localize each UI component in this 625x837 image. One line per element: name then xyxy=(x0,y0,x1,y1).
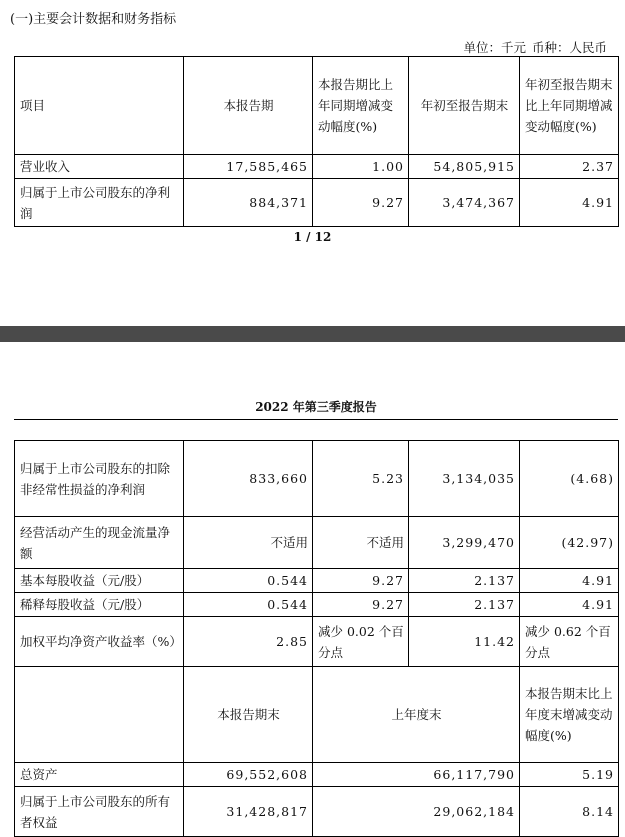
cell-value: 2.85 xyxy=(184,617,313,667)
table-row xyxy=(15,179,619,227)
row-label: 经营活动产生的现金流量净额 xyxy=(15,517,184,569)
table-row xyxy=(15,617,619,667)
cell-value: 69,552,608 xyxy=(184,763,313,787)
section-title: (一)主要会计数据和财务指标 xyxy=(10,12,177,27)
header-item: 项目 xyxy=(15,57,184,155)
table-row xyxy=(15,441,619,517)
header-ytd-change: 年初至报告期末比上年同期增减变动幅度(%) xyxy=(520,57,619,155)
unit-currency-line: 单位：千元 币种：人民币 xyxy=(463,40,607,55)
cell-value: 减少 0.02 个百分点 xyxy=(313,617,409,667)
cell-value: 3,299,470 xyxy=(409,517,520,569)
cell-value: 2.137 xyxy=(409,593,520,617)
cell-value: 4.91 xyxy=(520,569,619,593)
cell-value: 17,585,465 xyxy=(184,155,313,179)
table-row xyxy=(15,569,619,593)
table-row xyxy=(15,517,619,569)
cell-value: 0.544 xyxy=(184,569,313,593)
table-subheader-row xyxy=(15,667,619,763)
financial-table-bottom xyxy=(14,440,619,837)
cell-value: (4.68) xyxy=(520,441,619,517)
subheader-prior-year-end: 上年度末 xyxy=(313,667,520,763)
cell-value: 11.42 xyxy=(409,617,520,667)
cell-value: 9.27 xyxy=(313,179,409,227)
row-label: 营业收入 xyxy=(15,155,184,179)
page-number: 1 / 12 xyxy=(293,230,332,244)
financial-table-top xyxy=(14,56,619,227)
cell-value: 2.137 xyxy=(409,569,520,593)
cell-value: 8.14 xyxy=(520,787,619,837)
cell-value: 2.37 xyxy=(520,155,619,179)
row-label: 稀释每股收益（元/股） xyxy=(15,593,184,617)
table-row xyxy=(15,155,619,179)
cell-value: (42.97) xyxy=(520,517,619,569)
table-row xyxy=(15,787,619,837)
cell-value: 1.00 xyxy=(313,155,409,179)
row-label: 归属于上市公司股东的扣除非经常性损益的净利润 xyxy=(15,441,184,517)
subheader-change: 本报告期末比上年度末增减变动幅度(%) xyxy=(520,667,619,763)
cell-value: 31,428,817 xyxy=(184,787,313,837)
cell-value: 3,134,035 xyxy=(409,441,520,517)
header-ytd: 年初至报告期末 xyxy=(409,57,520,155)
row-label: 加权平均净资产收益率（%） xyxy=(15,617,184,667)
table-row xyxy=(15,593,619,617)
header-current-period: 本报告期 xyxy=(184,57,313,155)
cell-value: 不适用 xyxy=(313,517,409,569)
cell-value: 不适用 xyxy=(184,517,313,569)
report-header: 2022 年第三季度报告 xyxy=(14,398,618,420)
cell-value: 833,660 xyxy=(184,441,313,517)
subheader-item xyxy=(15,667,184,763)
cell-value: 3,474,367 xyxy=(409,179,520,227)
row-label: 总资产 xyxy=(15,763,184,787)
cell-value: 0.544 xyxy=(184,593,313,617)
cell-value: 9.27 xyxy=(313,593,409,617)
cell-value: 9.27 xyxy=(313,569,409,593)
row-label: 归属于上市公司股东的所有者权益 xyxy=(15,787,184,837)
table-header-row xyxy=(15,57,619,155)
header-current-change: 本报告期比上年同期增减变动幅度(%) xyxy=(313,57,409,155)
cell-value: 4.91 xyxy=(520,179,619,227)
subheader-period-end: 本报告期末 xyxy=(184,667,313,763)
cell-value: 884,371 xyxy=(184,179,313,227)
cell-value: 4.91 xyxy=(520,593,619,617)
cell-value: 66,117,790 xyxy=(313,763,520,787)
cell-value: 5.19 xyxy=(520,763,619,787)
row-label: 归属于上市公司股东的净利润 xyxy=(15,179,184,227)
cell-value: 54,805,915 xyxy=(409,155,520,179)
cell-value: 减少 0.62 个百分点 xyxy=(520,617,619,667)
cell-value: 5.23 xyxy=(313,441,409,517)
page-separator xyxy=(0,326,625,342)
row-label: 基本每股收益（元/股） xyxy=(15,569,184,593)
cell-value: 29,062,184 xyxy=(313,787,520,837)
table-row xyxy=(15,763,619,787)
